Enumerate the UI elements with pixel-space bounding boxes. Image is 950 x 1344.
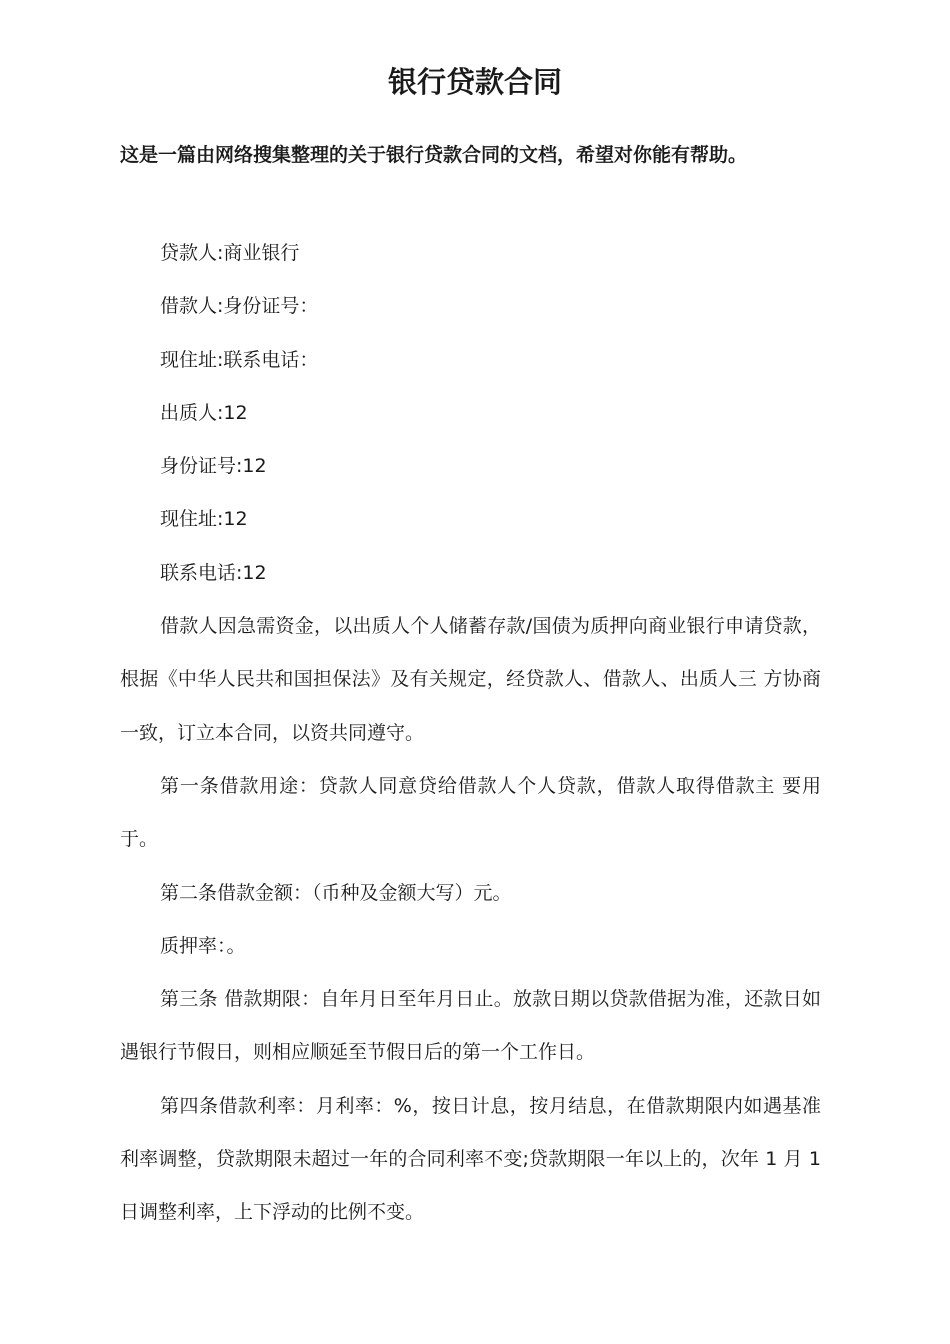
- article-1-paragraph: 第一条借款用途：贷款人同意贷给借款人个人贷款，借款人取得借款主 要用于。: [120, 774, 821, 851]
- borrower-line: 借款人:身份证号：: [160, 295, 319, 318]
- contract-body: [120, 227, 821, 1240]
- article-3-paragraph: 第三条 借款期限：自年月日至年月日止。放款日期以贷款借据为准，还款日如遇银行节假日，则相应顺延至节假日后的第一个工作日。: [120, 988, 821, 1064]
- address-line: 现住址:联系电话：: [160, 348, 319, 371]
- id-number-line: 身份证号:12: [160, 455, 267, 478]
- article-4-paragraph: 第四条借款利率：月利率：%，按日计息，按月结息，在借款期限内如遇基准利率调整，贷款期限未超过一年的合同利率不变;贷款期限一年以上的，次年 1 月 1 日调整利率，上下浮动的比例不变。: [120, 1094, 821, 1224]
- pledgor-address-line: 现住址:12: [160, 508, 248, 531]
- lender-line: 贷款人:商业银行: [160, 242, 300, 264]
- preamble-paragraph: 借款人因急需资金，以出质人个人储蓄存款/国债为质押向商业银行申请贷款，根据《中华人民共和国担保法》及有关规定，经贷款人、借款人、出质人三 方协商一致，订立本合同，以资共同遵守。: [120, 615, 821, 744]
- pledgor-line: 出质人:12: [160, 401, 248, 424]
- document-title: 银行贷款合同: [387, 65, 562, 99]
- document-intro: 这是一篇由网络搜集整理的关于银行贷款合同的文档，希望对你能有帮助。: [120, 144, 748, 166]
- pledge-rate-paragraph: 质押率：。: [160, 934, 246, 957]
- pledgor-phone-line: 联系电话:12: [160, 561, 267, 584]
- article-2-paragraph: 第二条借款金额：（币种及金额大写）元。: [160, 881, 512, 904]
